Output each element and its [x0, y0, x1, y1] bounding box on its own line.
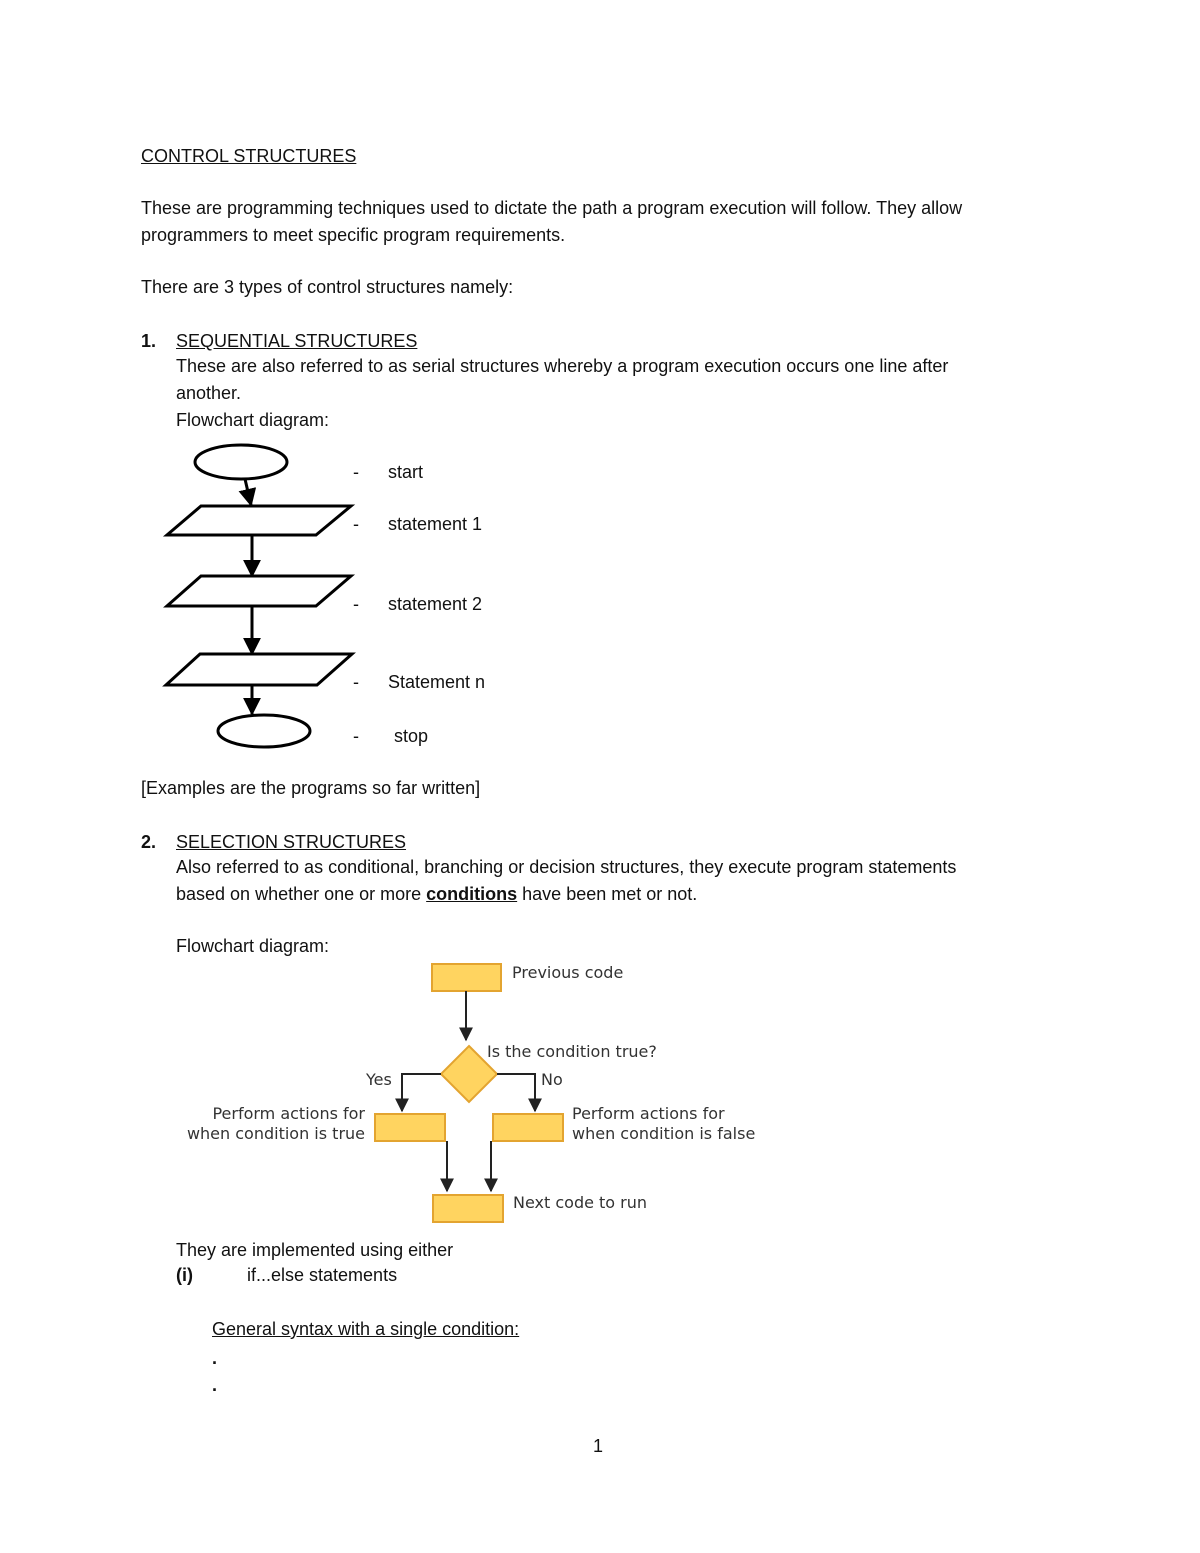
section2-title: SELECTION STRUCTURES	[176, 832, 407, 852]
label-stop: stop	[394, 726, 429, 746]
no-branch-arrow	[497, 1074, 535, 1111]
page-number: 1	[593, 1436, 604, 1456]
label-dash: -	[353, 462, 359, 482]
true-action-label-line1: Perform actions for	[212, 1104, 365, 1123]
section1-flowchart-label: Flowchart diagram:	[176, 410, 330, 430]
previous-code-label: Previous code	[512, 963, 624, 982]
syntax-dot: .	[212, 1375, 218, 1395]
previous-code-box	[432, 964, 501, 991]
intro-text-line1: These are programming techniques used to dictate the path a program execution will follow. They allow	[141, 198, 963, 218]
page-heading: CONTROL STRUCTURES	[141, 146, 357, 166]
section2-desc-line1: Also referred to as conditional, branching or decision structures, they execute program statements	[176, 857, 957, 877]
false-action-label-line2: when condition is false	[572, 1124, 756, 1143]
section1-desc-line1: These are also referred to as serial structures whereby a program execution occurs one line after	[176, 356, 949, 376]
label-dash: -	[353, 672, 359, 692]
yes-branch-arrow	[402, 1074, 441, 1111]
intro-text-line2: programmers to meet specific program requirements.	[141, 225, 566, 245]
list-item-text: if...else statements	[247, 1265, 398, 1285]
false-action-box	[493, 1114, 563, 1141]
conditions-term: conditions	[426, 884, 518, 904]
label-statement2: statement 2	[388, 594, 483, 614]
label-dash: -	[353, 514, 359, 534]
next-code-box	[433, 1195, 503, 1222]
section1-desc-line2: another.	[176, 383, 242, 403]
syntax-heading: General syntax with a single condition:	[212, 1319, 520, 1339]
syntax-dot: .	[212, 1348, 218, 1368]
label-dash: -	[353, 594, 359, 614]
next-code-label: Next code to run	[513, 1193, 648, 1212]
no-label: No	[541, 1070, 563, 1089]
examples-note: [Examples are the programs so far written]	[141, 778, 481, 798]
section2-flowchart-label: Flowchart diagram:	[176, 936, 330, 956]
list-item-number: (i)	[176, 1265, 193, 1285]
label-start: start	[388, 462, 424, 482]
section1-number: 1.	[141, 331, 157, 351]
condition-label: Is the condition true?	[487, 1042, 657, 1061]
types-statement: There are 3 types of control structures namely:	[141, 277, 514, 297]
label-statement1: statement 1	[388, 514, 483, 534]
true-action-box	[375, 1114, 445, 1141]
section2-desc-line2: based on whether one or more conditions have been met or not.	[176, 884, 698, 904]
section1-title: SEQUENTIAL STRUCTURES	[176, 331, 418, 351]
yes-label: Yes	[366, 1070, 392, 1089]
implemented-line: They are implemented using either	[176, 1240, 454, 1260]
true-action-label-line2: when condition is true	[186, 1124, 365, 1143]
label-statement-n: Statement n	[388, 672, 486, 692]
label-dash: -	[353, 726, 359, 746]
section2-number: 2.	[141, 832, 157, 852]
false-action-label-line1: Perform actions for	[572, 1104, 725, 1123]
